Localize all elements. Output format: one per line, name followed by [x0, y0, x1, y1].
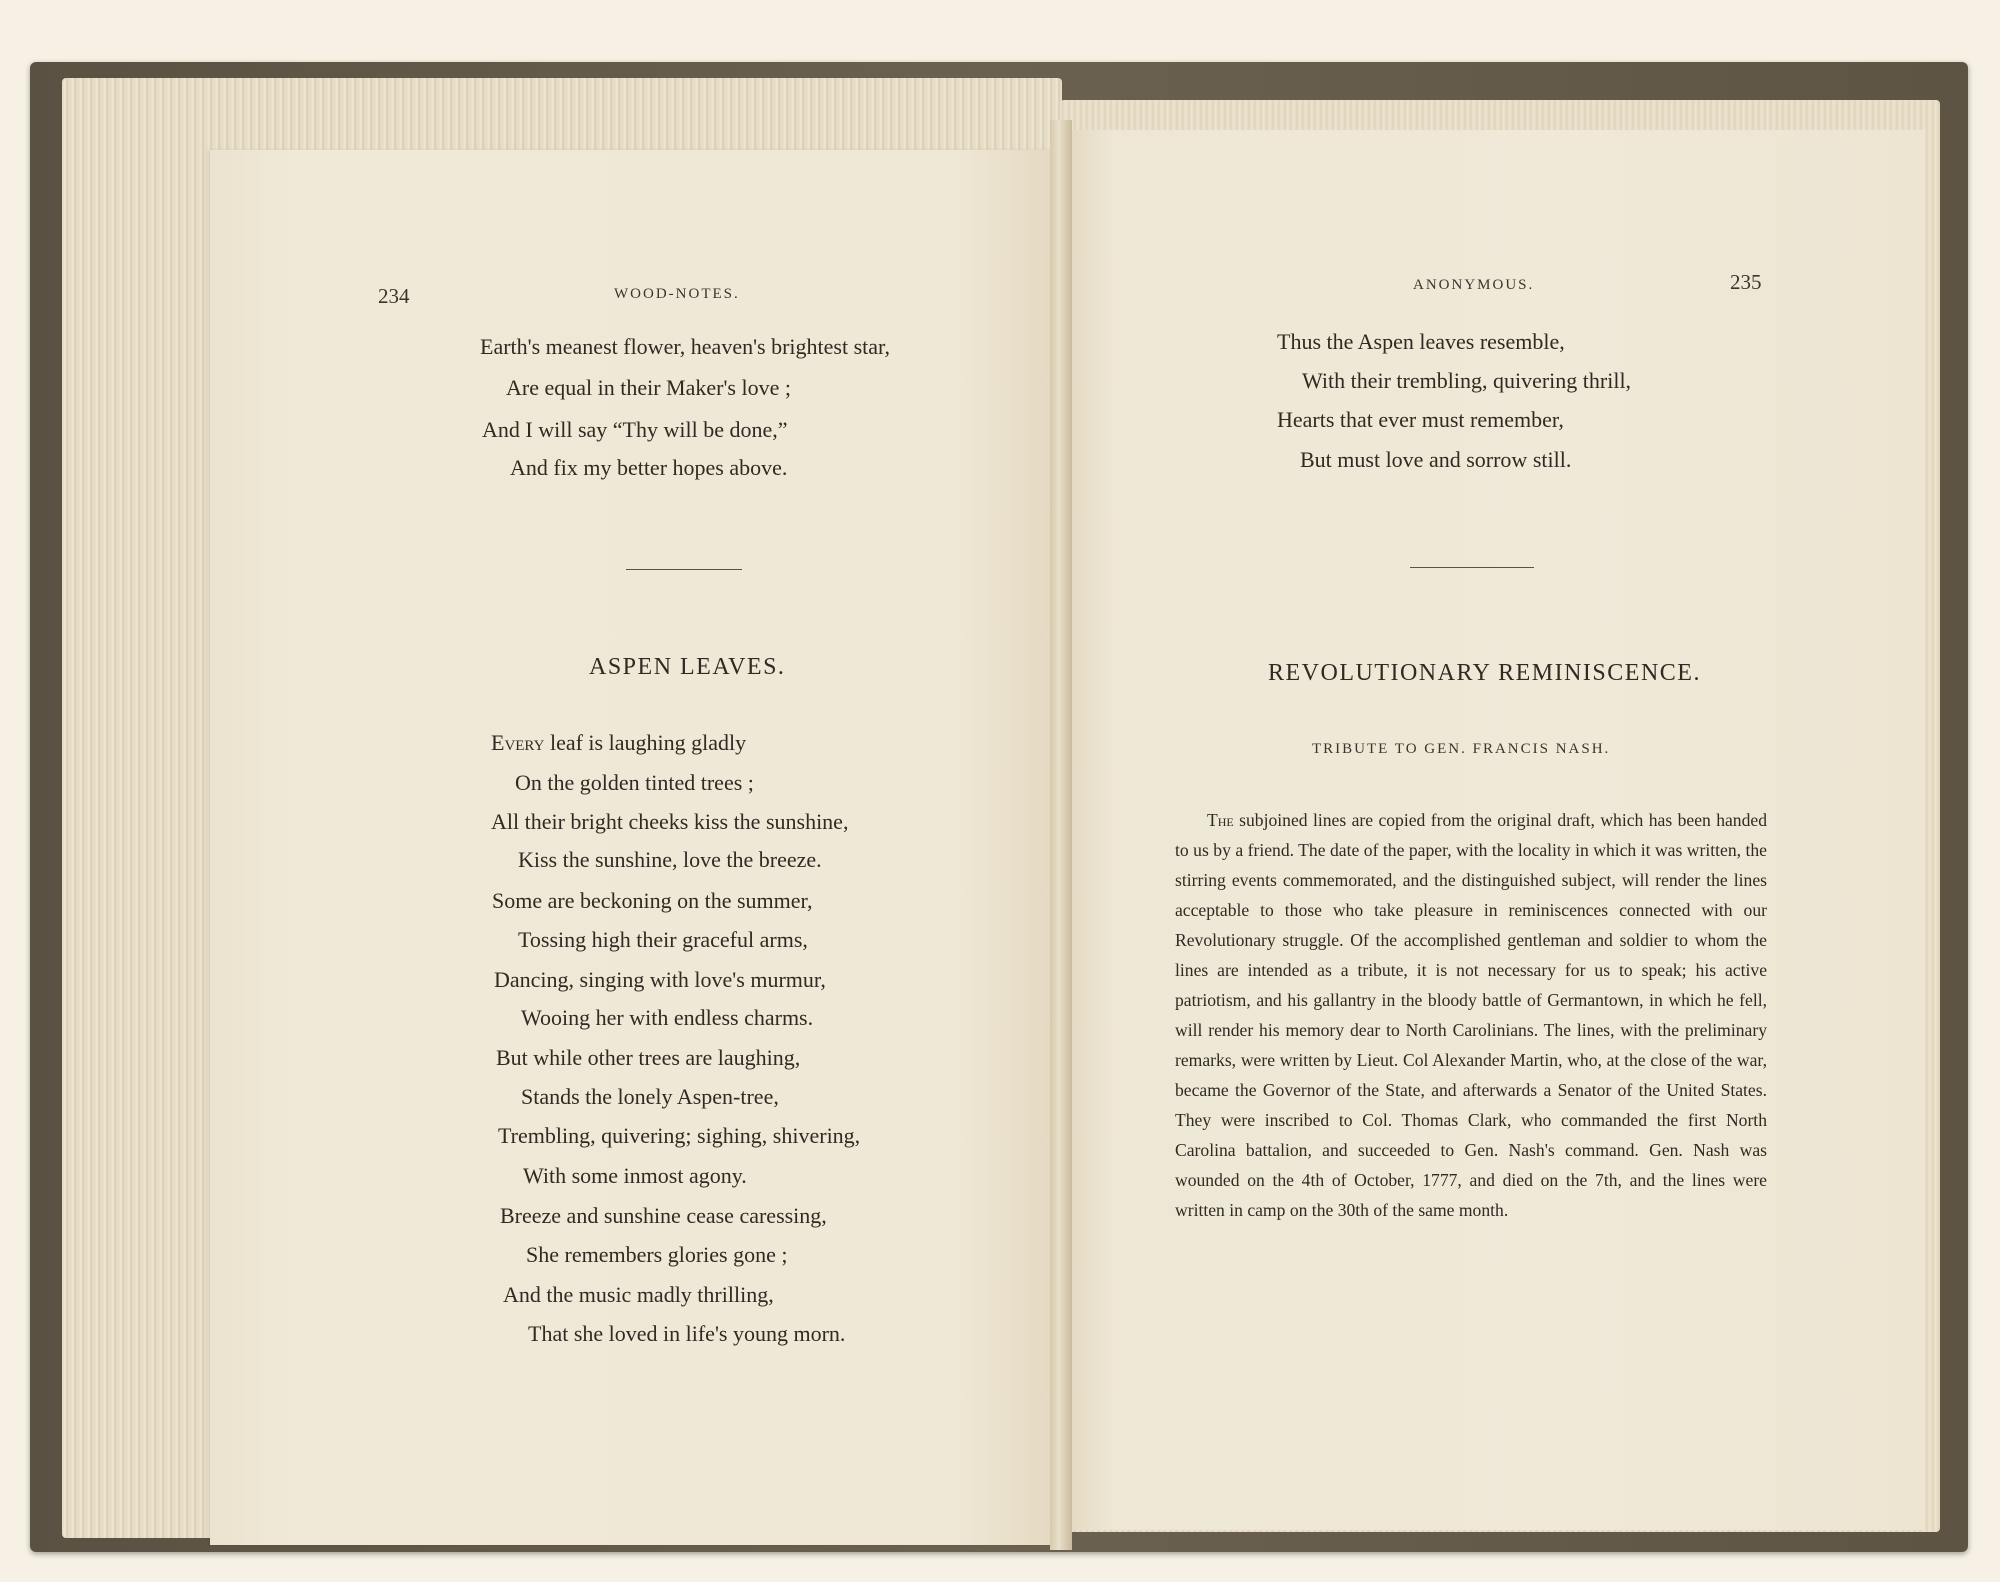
- verse-line: With their trembling, quivering thrill,: [1302, 368, 1632, 393]
- book-gutter: [1050, 120, 1072, 1550]
- verse-line: [491, 732, 746, 754]
- verse-line: Are equal in their Maker's love ;: [506, 375, 791, 400]
- verse-line: Tossing high their graceful arms,: [518, 927, 808, 952]
- verse-line: That she loved in life's young morn.: [528, 1321, 846, 1346]
- verse-line: Kiss the sunshine, love the breeze.: [518, 847, 822, 872]
- drop-word: Every: [491, 730, 545, 755]
- left-running-head: WOOD-NOTES.: [614, 286, 740, 302]
- verse-line: Earth's meanest flower, heaven's brightest star,: [480, 334, 890, 359]
- right-page-number: 235: [1730, 270, 1762, 294]
- section-subtitle: TRIBUTE TO GEN. FRANCIS NASH.: [1312, 741, 1611, 757]
- verse-line: Stands the lonely Aspen-tree,: [521, 1084, 779, 1109]
- section-divider: [1410, 567, 1534, 568]
- verse-line: Trembling, quivering; sighing, shivering,: [498, 1123, 861, 1148]
- poem-title: ASPEN LEAVES.: [589, 654, 786, 680]
- verse-line: Wooing her with endless charms.: [521, 1005, 814, 1030]
- verse-line: With some inmost agony.: [523, 1163, 747, 1188]
- verse-line: Hearts that ever must remember,: [1277, 407, 1564, 432]
- verse-line: Dancing, singing with love's murmur,: [494, 967, 826, 992]
- verse-line: Some are beckoning on the summer,: [492, 888, 813, 913]
- section-divider: [626, 569, 742, 570]
- section-title: REVOLUTIONARY REMINISCENCE.: [1268, 660, 1701, 686]
- verse-line: Thus the Aspen leaves resemble,: [1277, 329, 1565, 354]
- verse-line-rest: leaf is laughing gladly: [544, 730, 747, 755]
- drop-word: The: [1207, 810, 1234, 830]
- prose-text: subjoined lines are copied from the original draft, which has been handed to us by a friend. The date of the paper, with the locality in which it was written, the stirring events commemorated, and the distinguished subject, will render the lines acceptable to those who take pleasure in reminiscences connected with our Revolutionary struggle. Of the accomplished gentleman and soldier to whom the lines are intended as a tribute, it is not necessary for us to speak; his active patriotism, and his gallantry in the bloody battle of Germantown, in which he fell, will render his memory dear to North Carolinians. The lines, with the preliminary remarks, were written by Lieut. Col Alexander Martin, who, at the close of the war, became the Governor of the State, and afterwards a Senator of the United States. They were inscribed to Col. Thomas Clark, who commanded the first North Carolina battalion, and succeeded to Gen. Nash's command. Gen. Nash was wounded on the 4th of October, 1777, and died on the 7th, and the lines were written in camp on the 30th of the same month.: [1175, 810, 1767, 1220]
- verse-line: Breeze and sunshine cease caressing,: [500, 1203, 827, 1228]
- verse-line: She remembers glories gone ;: [526, 1242, 788, 1267]
- right-running-head: ANONYMOUS.: [1413, 277, 1535, 293]
- verse-line: And fix my better hopes above.: [510, 455, 788, 480]
- verse-line: But while other trees are laughing,: [496, 1045, 801, 1070]
- left-page-number: 234: [378, 284, 410, 308]
- verse-line: On the golden tinted trees ;: [515, 770, 754, 795]
- verse-line: All their bright cheeks kiss the sunshine,: [491, 809, 849, 834]
- verse-line: And I will say “Thy will be done,”: [482, 417, 788, 442]
- verse-line: But must love and sorrow still.: [1300, 447, 1572, 472]
- verse-line: And the music madly thrilling,: [503, 1282, 774, 1307]
- prose-paragraph: [1175, 805, 1767, 1225]
